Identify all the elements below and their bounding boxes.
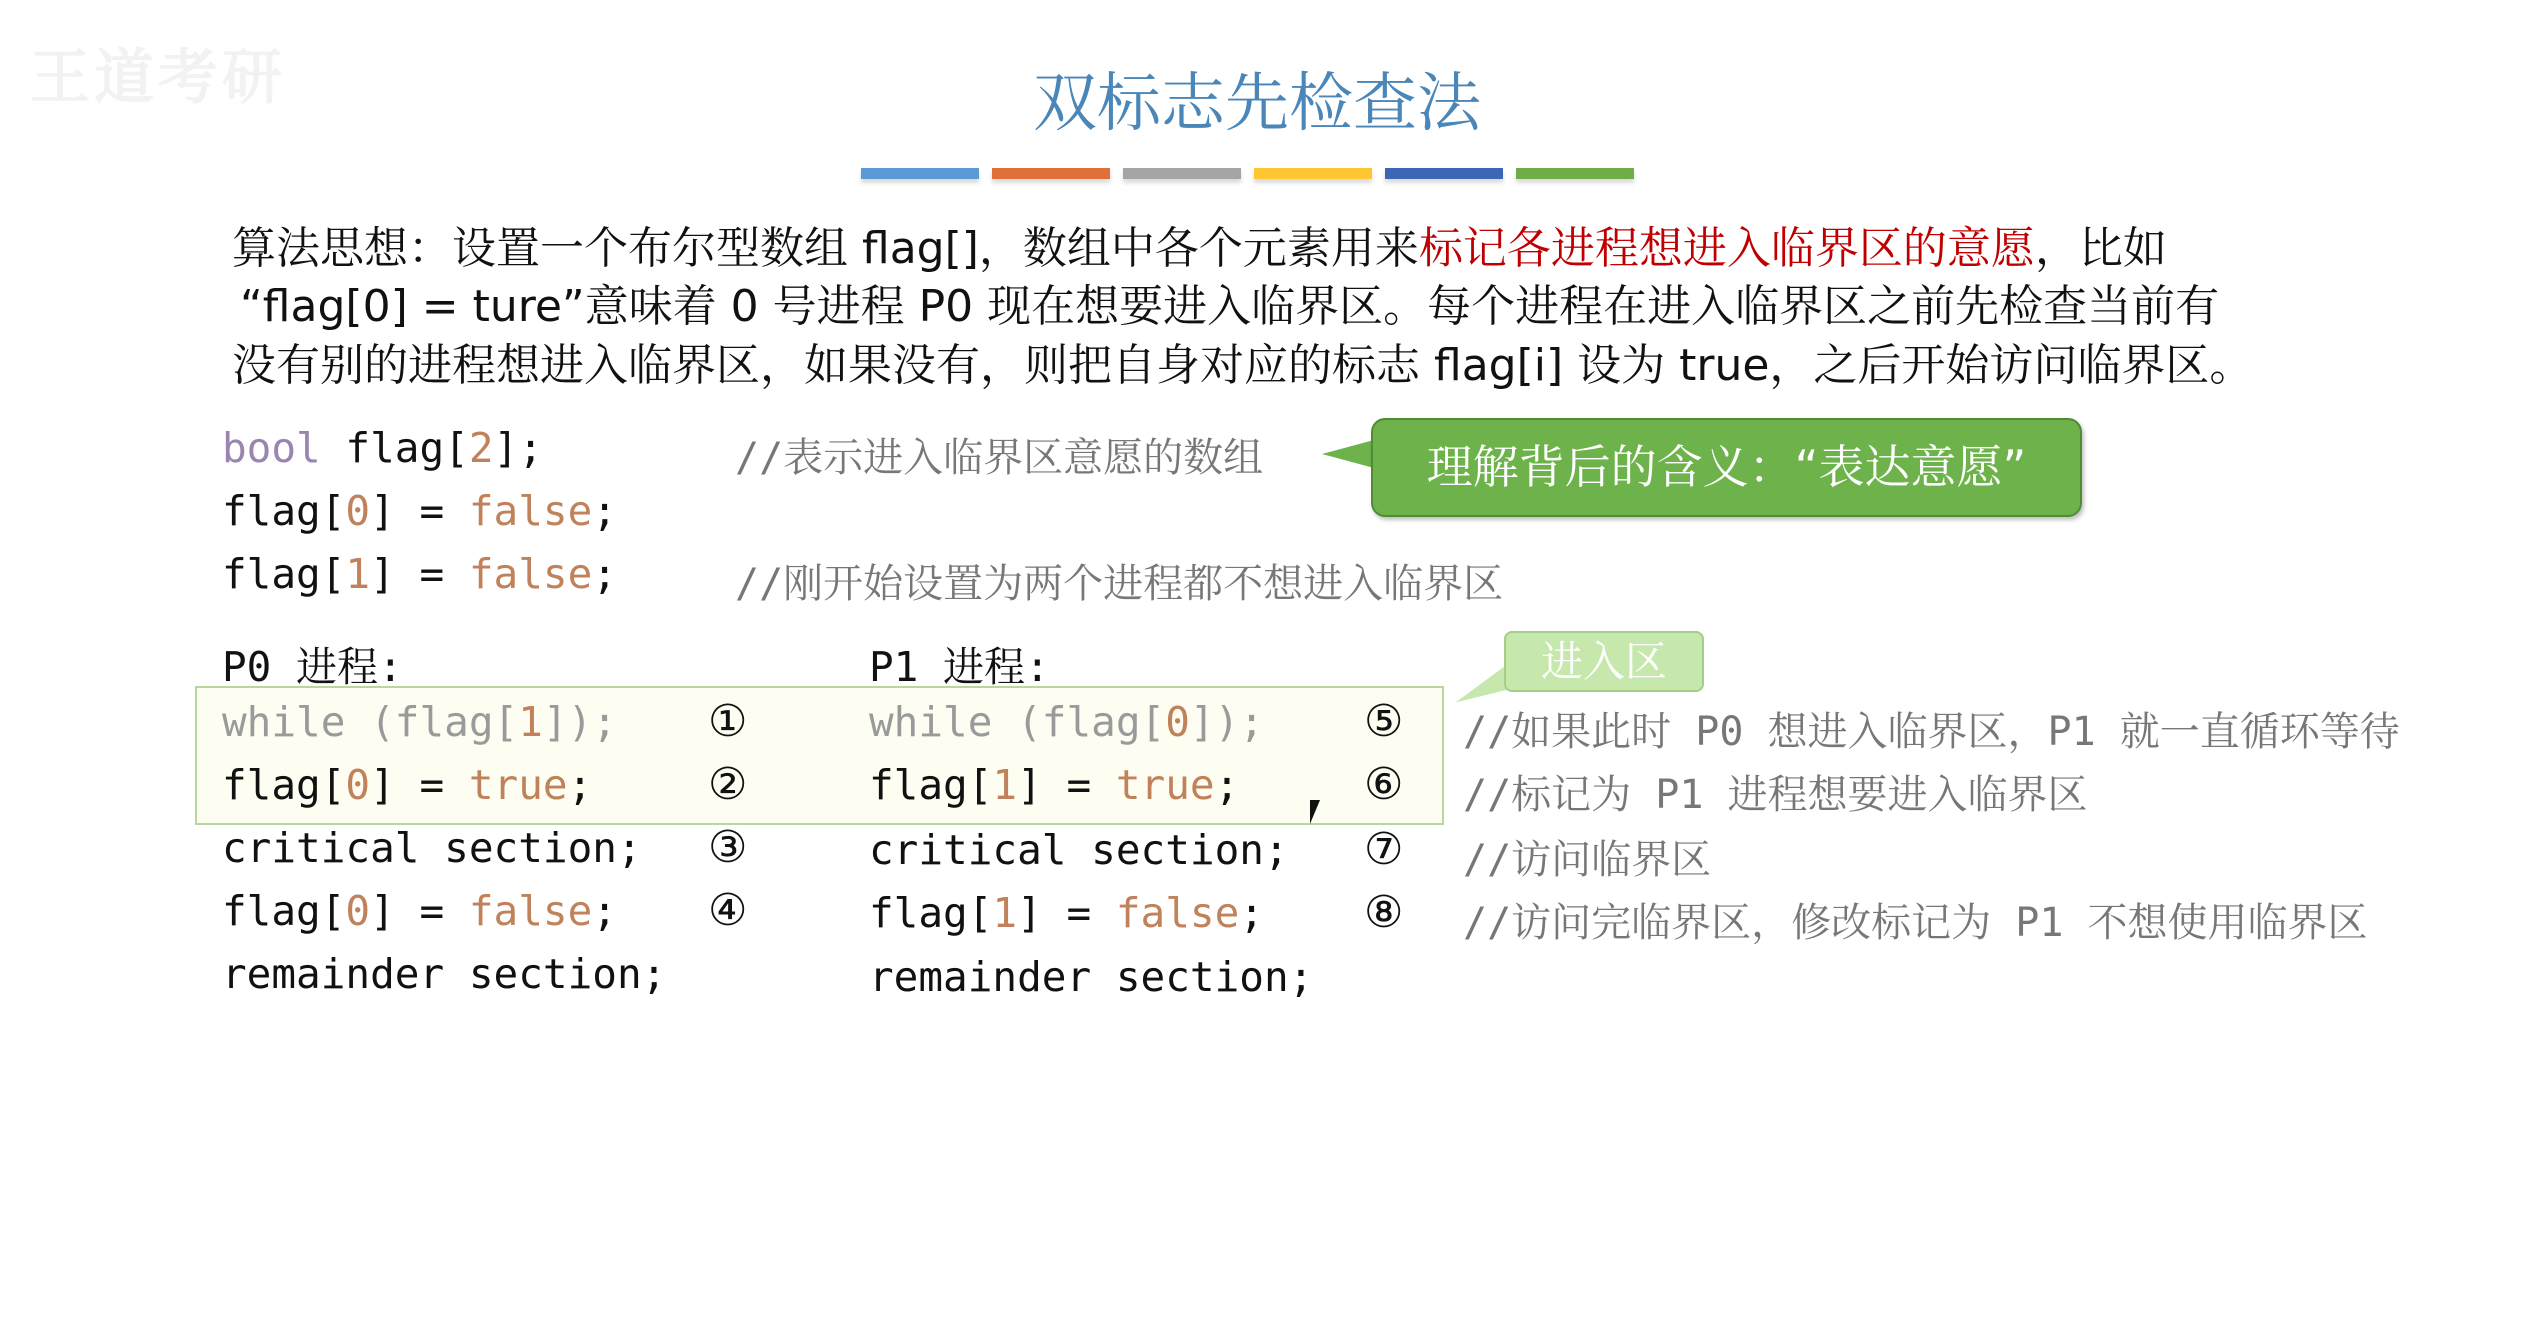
p0-line-3: critical section; [222, 824, 642, 872]
step-number: ⑥ [1364, 759, 1404, 810]
code: ] = [370, 887, 469, 935]
number: 0 [345, 487, 371, 535]
code-init1 [222, 550, 617, 598]
keyword: while [222, 698, 346, 746]
color-bar [1516, 168, 1634, 179]
callout-pointer [1322, 440, 1374, 468]
code: ] = [370, 550, 469, 598]
step-number: ⑤ [1364, 696, 1404, 747]
color-bar [1385, 168, 1503, 179]
code-comment: //刚开始设置为两个进程都不想进入临界区 [735, 561, 1504, 607]
code: ]); [542, 698, 617, 746]
code: ] = [1017, 889, 1116, 937]
code-decl [222, 424, 543, 472]
step-number: ⑧ [1364, 887, 1404, 938]
p1-header: P1 进程: [869, 643, 1050, 691]
code: flag[ [222, 887, 346, 935]
code: ] = [370, 487, 469, 535]
code: ]; [493, 424, 543, 472]
code: ; [592, 887, 617, 935]
p0-line-1 [222, 698, 617, 746]
code: ; [1214, 761, 1240, 809]
color-bar-divider [861, 168, 1634, 179]
step-number: ① [708, 696, 748, 747]
p1-line-1 [869, 698, 1264, 746]
code: (flag[ [345, 698, 519, 746]
code: ]); [1189, 698, 1264, 746]
code: ] = [370, 761, 469, 809]
value: false [468, 550, 593, 598]
number: 2 [468, 424, 494, 472]
code: ] = [1017, 761, 1116, 809]
entry-section-tag: 进入区 [1504, 631, 1704, 692]
p1-line-3: critical section; [869, 826, 1289, 874]
number: 1 [518, 698, 543, 746]
number: 1 [992, 889, 1018, 937]
keyword: while [869, 698, 993, 746]
p0-line-2 [222, 761, 592, 809]
color-bar [992, 168, 1110, 179]
p0-header: P0 进程: [222, 643, 403, 691]
number: 0 [1165, 698, 1190, 746]
code: ; [1239, 889, 1264, 937]
number: 1 [992, 761, 1018, 809]
code-comment: //表示进入临界区意愿的数组 [735, 435, 1264, 481]
step-number: ③ [708, 822, 748, 873]
mouse-cursor-icon [1310, 800, 1320, 824]
watermark-logo: 王道考研 [30, 43, 286, 113]
code-comment: //如果此时 P0 想进入临界区，P1 就一直循环等待 [1463, 709, 2400, 755]
code: ; [592, 550, 617, 598]
code: flag[ [320, 424, 469, 472]
p0-line-4 [222, 887, 617, 935]
p1-line-4 [869, 889, 1264, 937]
code: flag[ [222, 761, 346, 809]
code: flag[ [869, 761, 993, 809]
text: ，比如 [2034, 223, 2167, 274]
value: false [468, 487, 593, 535]
color-bar [1254, 168, 1372, 179]
number: 1 [345, 550, 371, 598]
code-init0 [222, 487, 617, 535]
p0-line-5: remainder section; [222, 950, 667, 998]
keyword: bool [222, 424, 321, 472]
code: ; [592, 487, 617, 535]
value: true [1115, 761, 1215, 809]
value: false [468, 887, 593, 935]
step-number: ⑦ [1364, 824, 1404, 875]
value: true [468, 761, 568, 809]
code: flag[ [869, 889, 993, 937]
paragraph-line-3: 没有别的进程想进入临界区，如果没有，则把自身对应的标志 flag[i] 设为 true，之后开始访问临界区。 [232, 340, 2254, 391]
number: 0 [345, 887, 371, 935]
paragraph-line-2: “flag[0] = ture”意味着 0 号进程 P0 现在想要进入临界区。每个进程在进入临界区之前先检查当前有 [240, 281, 2220, 332]
p1-line-2 [869, 761, 1239, 809]
value: false [1115, 889, 1240, 937]
code-comment: //访问完临界区，修改标记为 P1 不想使用临界区 [1463, 900, 2368, 946]
highlight-text: 标记各进程想进入临界区的意愿 [1418, 223, 2035, 274]
paragraph-line-1 [232, 212, 2167, 276]
p1-line-5: remainder section; [869, 953, 1314, 1001]
number: 0 [345, 761, 371, 809]
code: flag[ [222, 550, 346, 598]
code-comment: //访问临界区 [1463, 837, 1712, 883]
step-number: ② [708, 759, 748, 810]
step-number: ④ [708, 885, 748, 936]
code: ; [567, 761, 593, 809]
color-bar [861, 168, 979, 179]
code-comment: //标记为 P1 进程想要进入临界区 [1463, 772, 2088, 818]
code: flag[ [222, 487, 346, 535]
color-bar [1123, 168, 1241, 179]
code: (flag[ [992, 698, 1166, 746]
slide-title: 双标志先检查法 [1033, 67, 1481, 141]
meaning-callout: 理解背后的含义：“表达意愿” [1371, 418, 2082, 517]
text: 算法思想：设置一个布尔型数组 flag[]，数组中各个元素用来 [232, 223, 1419, 274]
